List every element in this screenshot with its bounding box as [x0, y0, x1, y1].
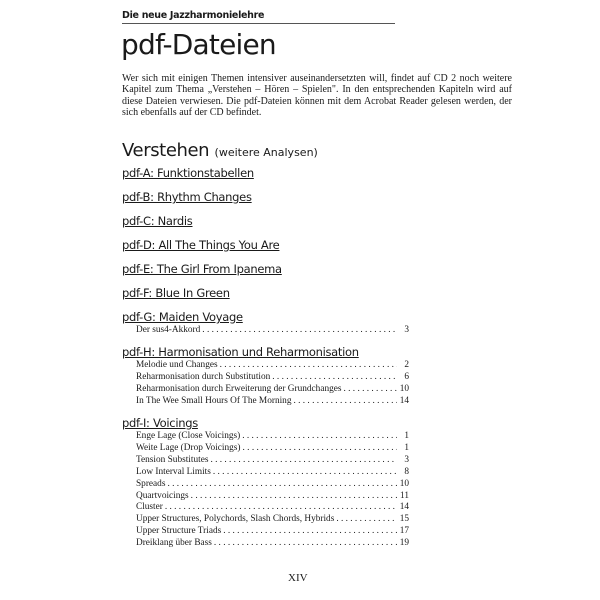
- pdf-link[interactable]: pdf-A: Funktionstabellen: [122, 166, 254, 180]
- toc-item-label: Upper Structures, Polychords, Slash Chords, Hybrids: [136, 514, 335, 525]
- dot-leader: [202, 325, 397, 335]
- toc-item-page: 11: [400, 490, 409, 501]
- toc-item-label: In The Wee Small Hours Of The Morning: [136, 395, 292, 406]
- toc-item-label: Cluster: [136, 502, 163, 513]
- pdf-link[interactable]: pdf-H: Harmonisation und Reharmonisation: [122, 345, 359, 359]
- dot-leader: [243, 443, 397, 453]
- toc-item[interactable]: [136, 360, 409, 370]
- intro-paragraph: Wer sich mit einigen Themen intensiver auseinandersetzten will, findet auf CD 2 noch weitere Kapitel zum Thema „Verstehen – Hören – Spielen". In den entsprechenden Kapiteln wird auf diese Dateien verwiesen. Die pdf-Dateien können mit dem Acrobat Reader gelesen werden, der sich ebenfalls auf der CD befindet.: [122, 73, 512, 119]
- pdf-link[interactable]: pdf-C: Nardis: [122, 214, 193, 228]
- dot-leader: [167, 479, 397, 489]
- toc-item-label: Enge Lage (Close Voicings): [136, 431, 241, 441]
- toc-item[interactable]: [136, 396, 409, 406]
- dot-leader: [165, 502, 397, 512]
- toc-item[interactable]: [136, 431, 409, 441]
- toc-item-page: 17: [399, 526, 409, 537]
- dot-leader: [220, 360, 397, 370]
- toc-item-label: Reharmonisation durch Erweiterung der Grundchanges: [136, 383, 342, 394]
- dot-leader: [344, 384, 398, 394]
- toc-item-page: 6: [404, 371, 409, 382]
- pdf-link[interactable]: pdf-G: Maiden Voyage: [122, 310, 243, 324]
- pdf-link[interactable]: pdf-D: All The Things You Are: [122, 238, 280, 252]
- section-heading: [122, 140, 318, 161]
- toc-item-label: Quartvoicings: [136, 490, 189, 501]
- dot-leader: [242, 431, 397, 441]
- toc-item[interactable]: [136, 443, 409, 453]
- pdf-link[interactable]: pdf-B: Rhythm Changes: [122, 190, 252, 204]
- toc-item-page: 15: [399, 514, 409, 525]
- toc-item[interactable]: [136, 467, 409, 477]
- toc-item-label: Low Interval Limits: [136, 466, 211, 477]
- toc-item-page: 1: [404, 442, 409, 453]
- dot-leader: [272, 372, 397, 382]
- dot-leader: [210, 455, 397, 465]
- running-header: Die neue Jazzharmonielehre: [122, 10, 265, 21]
- page-number: XIV: [288, 572, 308, 584]
- toc-item-label: Der sus4-Akkord: [136, 325, 201, 335]
- toc-item-label: Tension Substitutes: [136, 454, 209, 465]
- dot-leader: [214, 538, 397, 548]
- toc-item-label: Melodie und Changes: [136, 360, 218, 370]
- toc-item[interactable]: [136, 491, 409, 501]
- toc-item-page: 19: [399, 538, 409, 549]
- toc-item[interactable]: [136, 538, 409, 548]
- toc-item-label: Upper Structure Triads: [136, 526, 222, 537]
- header-rule: [122, 23, 395, 24]
- toc-item-page: 14: [399, 395, 409, 406]
- toc-item-page: 2: [404, 360, 409, 370]
- section-title: Verstehen: [122, 140, 210, 161]
- toc-item-label: Reharmonisation durch Substitution: [136, 371, 271, 382]
- dot-leader: [223, 526, 397, 536]
- toc-item-page: 10: [399, 383, 409, 394]
- toc-item-page: 1: [404, 431, 409, 441]
- toc-item-page: 8: [404, 466, 409, 477]
- pdf-link[interactable]: pdf-E: The Girl From Ipanema: [122, 262, 282, 276]
- toc-item-label: Spreads: [136, 478, 166, 489]
- toc-item[interactable]: [136, 372, 409, 382]
- section-subtitle: (weitere Analysen): [214, 146, 318, 159]
- toc-item-page: 3: [404, 325, 409, 335]
- toc-item[interactable]: [136, 479, 409, 489]
- toc-item[interactable]: [136, 526, 409, 536]
- toc-item[interactable]: [136, 384, 409, 394]
- toc-item-page: 3: [404, 454, 409, 465]
- toc-item[interactable]: [136, 325, 409, 335]
- dot-leader: [191, 491, 397, 501]
- toc-item-page: 14: [399, 502, 409, 513]
- dot-leader: [213, 467, 397, 477]
- toc-item[interactable]: [136, 502, 409, 512]
- toc-item-label: Weite Lage (Drop Voicings): [136, 442, 241, 453]
- toc-item-page: 10: [399, 478, 409, 489]
- page-title: pdf-Dateien: [121, 28, 276, 61]
- pdf-link[interactable]: pdf-F: Blue In Green: [122, 286, 230, 300]
- dot-leader: [336, 514, 397, 524]
- pdf-link[interactable]: pdf-I: Voicings: [122, 416, 198, 430]
- dot-leader: [293, 396, 397, 406]
- toc-item[interactable]: [136, 514, 409, 524]
- toc-item[interactable]: [136, 455, 409, 465]
- toc-item-label: Dreiklang über Bass: [136, 538, 212, 549]
